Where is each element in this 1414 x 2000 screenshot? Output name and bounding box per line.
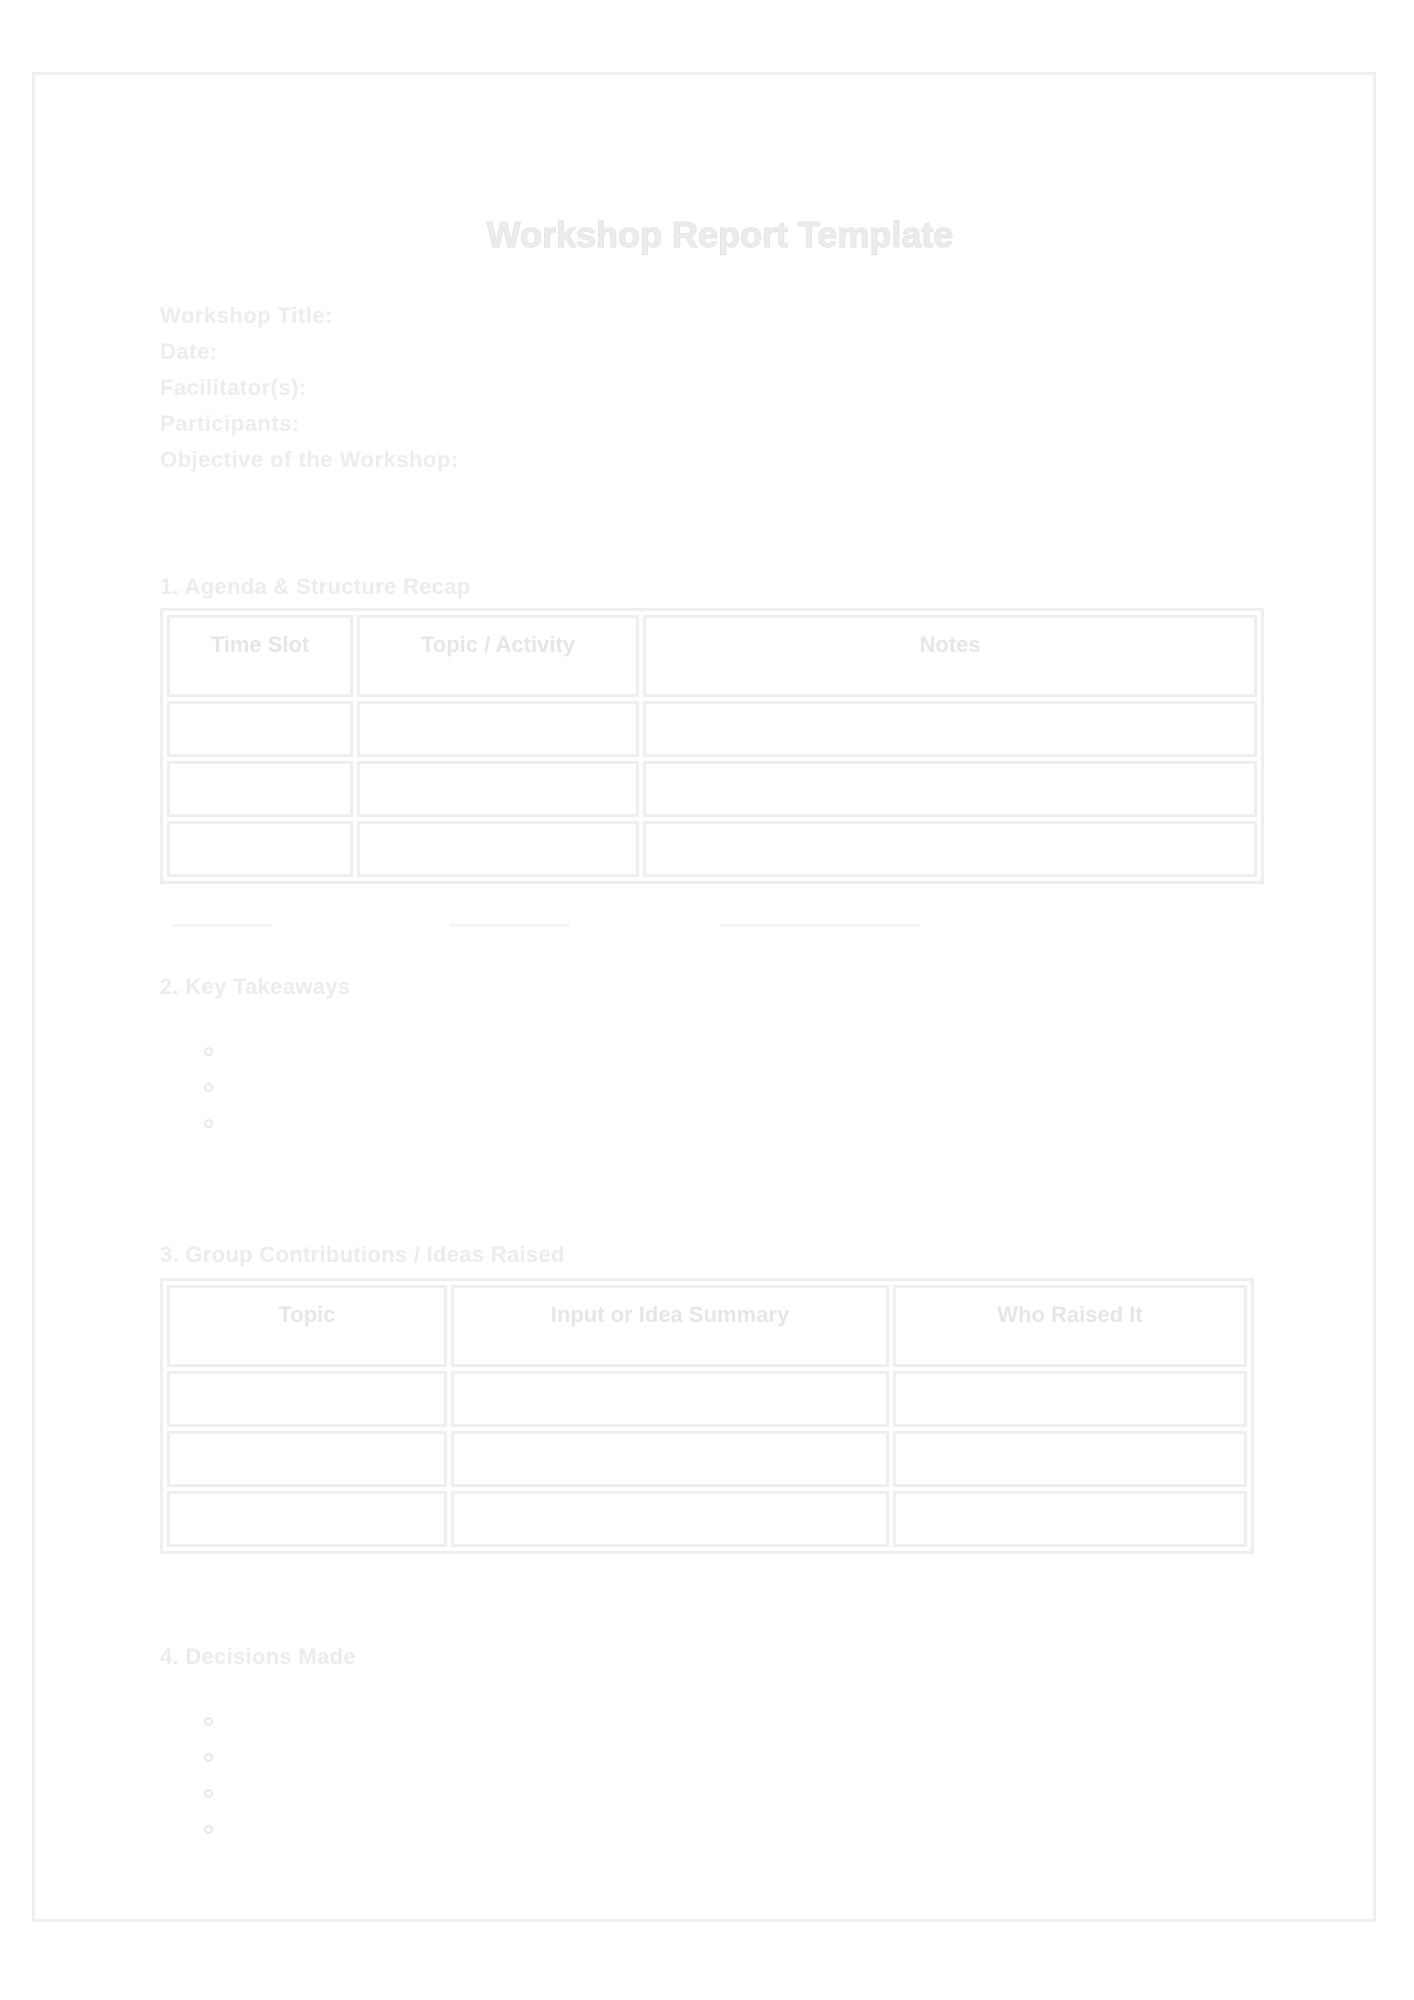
table-cell[interactable] — [643, 701, 1257, 757]
column-header-input-summary: Input or Idea Summary — [451, 1285, 889, 1367]
table-row — [167, 701, 1257, 757]
table-cell[interactable] — [893, 1431, 1247, 1487]
table-cell[interactable] — [643, 761, 1257, 817]
table-cell[interactable] — [451, 1491, 889, 1547]
table-cell[interactable] — [167, 1371, 447, 1427]
info-field-participants: Participants: — [160, 411, 300, 436]
table-cell[interactable] — [643, 821, 1257, 877]
hollow-circle-bullet-icon — [204, 1717, 213, 1726]
table-row — [167, 821, 1257, 877]
table-header-row — [167, 1285, 1247, 1367]
hollow-circle-bullet-icon — [204, 1047, 213, 1056]
table-cell[interactable] — [357, 701, 639, 757]
section-heading-agenda: 1. Agenda & Structure Recap — [160, 574, 471, 599]
key-takeaways-list — [204, 1032, 213, 1140]
table-cell[interactable] — [167, 1431, 447, 1487]
column-header-time-slot: Time Slot — [167, 615, 353, 697]
table-cell[interactable] — [167, 1491, 447, 1547]
table-row — [167, 1491, 1247, 1547]
divider — [720, 924, 920, 927]
list-item[interactable] — [204, 1774, 213, 1810]
table-cell[interactable] — [357, 821, 639, 877]
table-row — [167, 1431, 1247, 1487]
info-field-date: Date: — [160, 339, 218, 364]
decisions-list — [204, 1702, 213, 1846]
table-header-row — [167, 615, 1257, 697]
info-field-list — [160, 298, 459, 478]
list-item[interactable] — [204, 1702, 213, 1738]
table-cell[interactable] — [451, 1371, 889, 1427]
list-item[interactable] — [204, 1068, 213, 1104]
list-item[interactable] — [204, 1810, 213, 1846]
divider — [172, 924, 272, 927]
document-title: Workshop Report Template — [486, 214, 954, 255]
info-field-objective: Objective of the Workshop: — [160, 447, 459, 472]
info-field-workshop-title: Workshop Title: — [160, 303, 333, 328]
column-header-topic: Topic — [167, 1285, 447, 1367]
table-cell[interactable] — [167, 701, 353, 757]
section-heading-group-contributions: 3. Group Contributions / Ideas Raised — [160, 1242, 565, 1267]
column-header-who-raised-it: Who Raised It — [893, 1285, 1247, 1367]
list-item[interactable] — [204, 1104, 213, 1140]
hollow-circle-bullet-icon — [204, 1119, 213, 1128]
list-item[interactable] — [204, 1032, 213, 1068]
info-field-facilitators: Facilitator(s): — [160, 375, 307, 400]
agenda-table — [160, 608, 1264, 884]
table-row — [167, 761, 1257, 817]
table-cell[interactable] — [167, 761, 353, 817]
column-header-topic-activity: Topic / Activity — [357, 615, 639, 697]
table-row — [167, 1371, 1247, 1427]
table-cell[interactable] — [893, 1371, 1247, 1427]
hollow-circle-bullet-icon — [204, 1083, 213, 1092]
hollow-circle-bullet-icon — [204, 1789, 213, 1798]
column-header-notes: Notes — [643, 615, 1257, 697]
list-item[interactable] — [204, 1738, 213, 1774]
table-cell[interactable] — [167, 821, 353, 877]
table-cell[interactable] — [451, 1431, 889, 1487]
hollow-circle-bullet-icon — [204, 1825, 213, 1834]
contributions-table — [160, 1278, 1254, 1554]
section-heading-key-takeaways: 2. Key Takeaways — [160, 974, 351, 999]
hollow-circle-bullet-icon — [204, 1753, 213, 1762]
table-cell[interactable] — [357, 761, 639, 817]
table-cell[interactable] — [893, 1491, 1247, 1547]
divider — [450, 924, 570, 927]
section-heading-decisions-made: 4. Decisions Made — [160, 1644, 356, 1669]
